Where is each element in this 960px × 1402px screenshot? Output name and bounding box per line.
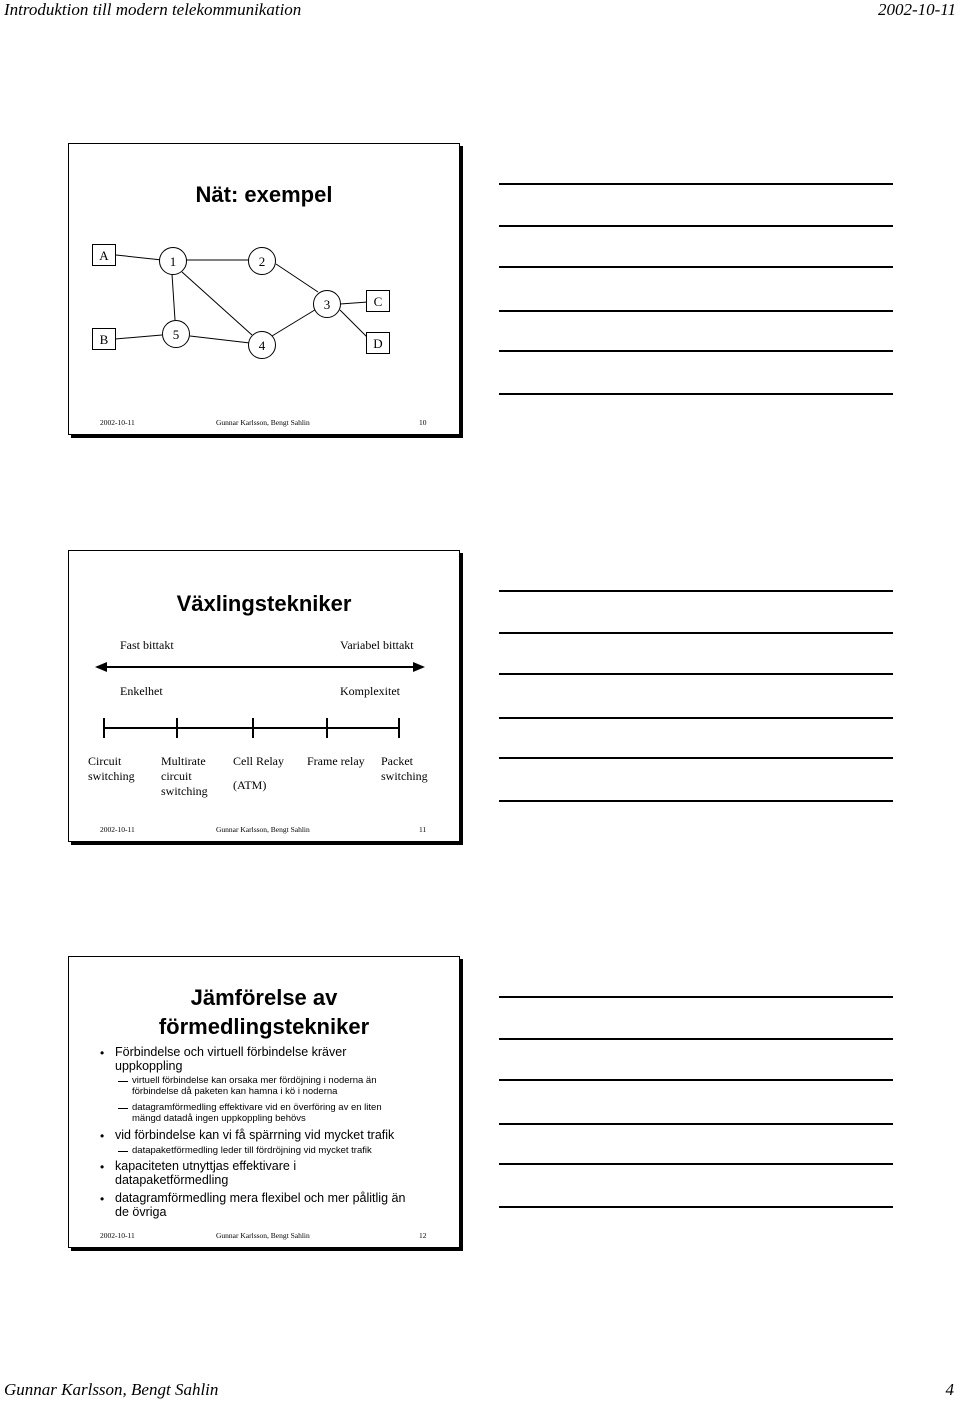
- technique-frame-relay: [307, 754, 365, 769]
- bitrate-arrow: [95, 660, 425, 674]
- technique-line: Circuit: [88, 754, 122, 768]
- technique-cell-relay: [233, 754, 284, 793]
- node-A: A: [92, 244, 116, 266]
- scale-tick: [326, 718, 328, 738]
- dash-icon: [118, 1081, 128, 1082]
- bullet-2: [115, 1128, 445, 1142]
- note-line: [499, 1079, 893, 1081]
- page-header-date: 2002-10-11: [877, 0, 956, 19]
- note-line: [499, 1206, 893, 1208]
- node-B: B: [92, 328, 116, 350]
- technique-multirate-circuit-switching: [161, 754, 208, 799]
- sub-bullet-3: [132, 1145, 437, 1156]
- note-line: [499, 1038, 893, 1040]
- note-line: [499, 632, 893, 634]
- bullet-line: Förbindelse och virtuell förbindelse kräver: [115, 1045, 347, 1059]
- slide-footer-authors: Gunnar Karlsson, Bengt Sahlin: [216, 418, 310, 427]
- scale-tick: [398, 718, 400, 738]
- simplicity-label: Enkelhet: [120, 684, 163, 698]
- slide-footer-number: 12: [419, 1231, 427, 1240]
- dash-icon: [118, 1108, 128, 1109]
- note-line: [499, 183, 893, 185]
- slide-title-line: förmedlingstekniker: [158, 1014, 370, 1039]
- note-line: [499, 800, 893, 802]
- slide-title: [69, 983, 459, 1041]
- slide-footer-date: 2002-10-11: [100, 825, 135, 834]
- node-C: C: [366, 290, 390, 312]
- technique-packet-switching: [381, 754, 428, 784]
- slide-footer-date: 2002-10-11: [100, 1231, 135, 1240]
- note-line: [499, 393, 893, 395]
- technique-line: Frame relay: [307, 754, 365, 768]
- note-line: [499, 673, 893, 675]
- note-line: [499, 266, 893, 268]
- slide-title: Växlingstekniker: [176, 591, 352, 616]
- bullet-line: kapaciteten utnyttjas effektivare i: [115, 1159, 297, 1173]
- slide-footer-authors: Gunnar Karlsson, Bengt Sahlin: [216, 825, 310, 834]
- slide-title-line: Jämförelse av: [190, 985, 338, 1010]
- note-line: [499, 310, 893, 312]
- node-5: 5: [162, 320, 190, 348]
- bullet-line: vid förbindelse kan vi få spärrning vid mycket trafik: [115, 1128, 395, 1142]
- complexity-label: Komplexitet: [340, 684, 400, 698]
- technique-circuit-switching: [88, 754, 135, 784]
- technique-line: switching: [161, 784, 208, 798]
- bullet-line: uppkoppling: [115, 1059, 183, 1073]
- note-line: [499, 350, 893, 352]
- bullet-icon: •: [100, 1046, 105, 1060]
- slide-footer-number: 10: [419, 418, 427, 427]
- bullet-line: de övriga: [115, 1205, 167, 1219]
- bullet-line: virtuell förbindelse kan orsaka mer fördöjning i noderna än: [132, 1075, 377, 1086]
- note-line: [499, 996, 893, 998]
- dash-icon: [118, 1151, 128, 1152]
- scale-tick: [176, 718, 178, 738]
- technique-line: switching: [381, 769, 428, 783]
- technique-line: Multirate: [161, 754, 206, 768]
- bullet-line: förbindelse då paketen kan hamna i kö i noderna: [132, 1086, 338, 1097]
- bullet-line: datapaketförmedling leder till fördröjning vid mycket trafik: [132, 1145, 372, 1156]
- bullet-icon: •: [100, 1160, 105, 1174]
- page-footer-number: 4: [945, 1380, 954, 1399]
- note-line: [499, 717, 893, 719]
- bullet-line: datagramförmedling effektivare vid en överföring av en liten: [132, 1102, 382, 1113]
- node-D: D: [366, 332, 390, 354]
- note-line: [499, 757, 893, 759]
- sub-bullet-2: [132, 1102, 437, 1124]
- slide-title: Nät: exempel: [195, 182, 333, 207]
- bullet-line: datapaketförmedling: [115, 1173, 229, 1187]
- scale-tick: [252, 718, 254, 738]
- note-line: [499, 1163, 893, 1165]
- bullet-4: [115, 1191, 445, 1219]
- bullet-icon: •: [100, 1192, 105, 1206]
- slide-footer-number: 11: [419, 825, 427, 834]
- bullet-line: mängd datadå ingen uppkoppling behövs: [132, 1113, 306, 1124]
- variable-bitrate-label: Variabel bittakt: [340, 638, 414, 652]
- bullet-1: [115, 1045, 445, 1073]
- technique-line: (ATM): [233, 778, 267, 792]
- note-line: [499, 1123, 893, 1125]
- page-footer-authors: Gunnar Karlsson, Bengt Sahlin: [4, 1380, 219, 1399]
- sub-bullet-1: [132, 1075, 437, 1097]
- bullet-3: [115, 1159, 445, 1187]
- node-2: 2: [248, 247, 276, 275]
- node-3: 3: [313, 290, 341, 318]
- note-line: [499, 225, 893, 227]
- bullet-line: datagramförmedling mera flexibel och mer pålitlig än: [115, 1191, 406, 1205]
- node-4: 4: [248, 331, 276, 359]
- technique-line: switching: [88, 769, 135, 783]
- slide-footer-date: 2002-10-11: [100, 418, 135, 427]
- technique-line: Packet: [381, 754, 413, 768]
- note-line: [499, 590, 893, 592]
- technique-line: Cell Relay: [233, 754, 284, 768]
- node-1: 1: [159, 247, 187, 275]
- technique-line: circuit: [161, 769, 192, 783]
- fixed-bitrate-label: Fast bittakt: [120, 638, 174, 652]
- page-header-title: Introduktion till modern telekommunikation: [4, 0, 302, 19]
- bullet-icon: •: [100, 1129, 105, 1143]
- slide-footer-authors: Gunnar Karlsson, Bengt Sahlin: [216, 1231, 310, 1240]
- scale-tick: [103, 718, 105, 738]
